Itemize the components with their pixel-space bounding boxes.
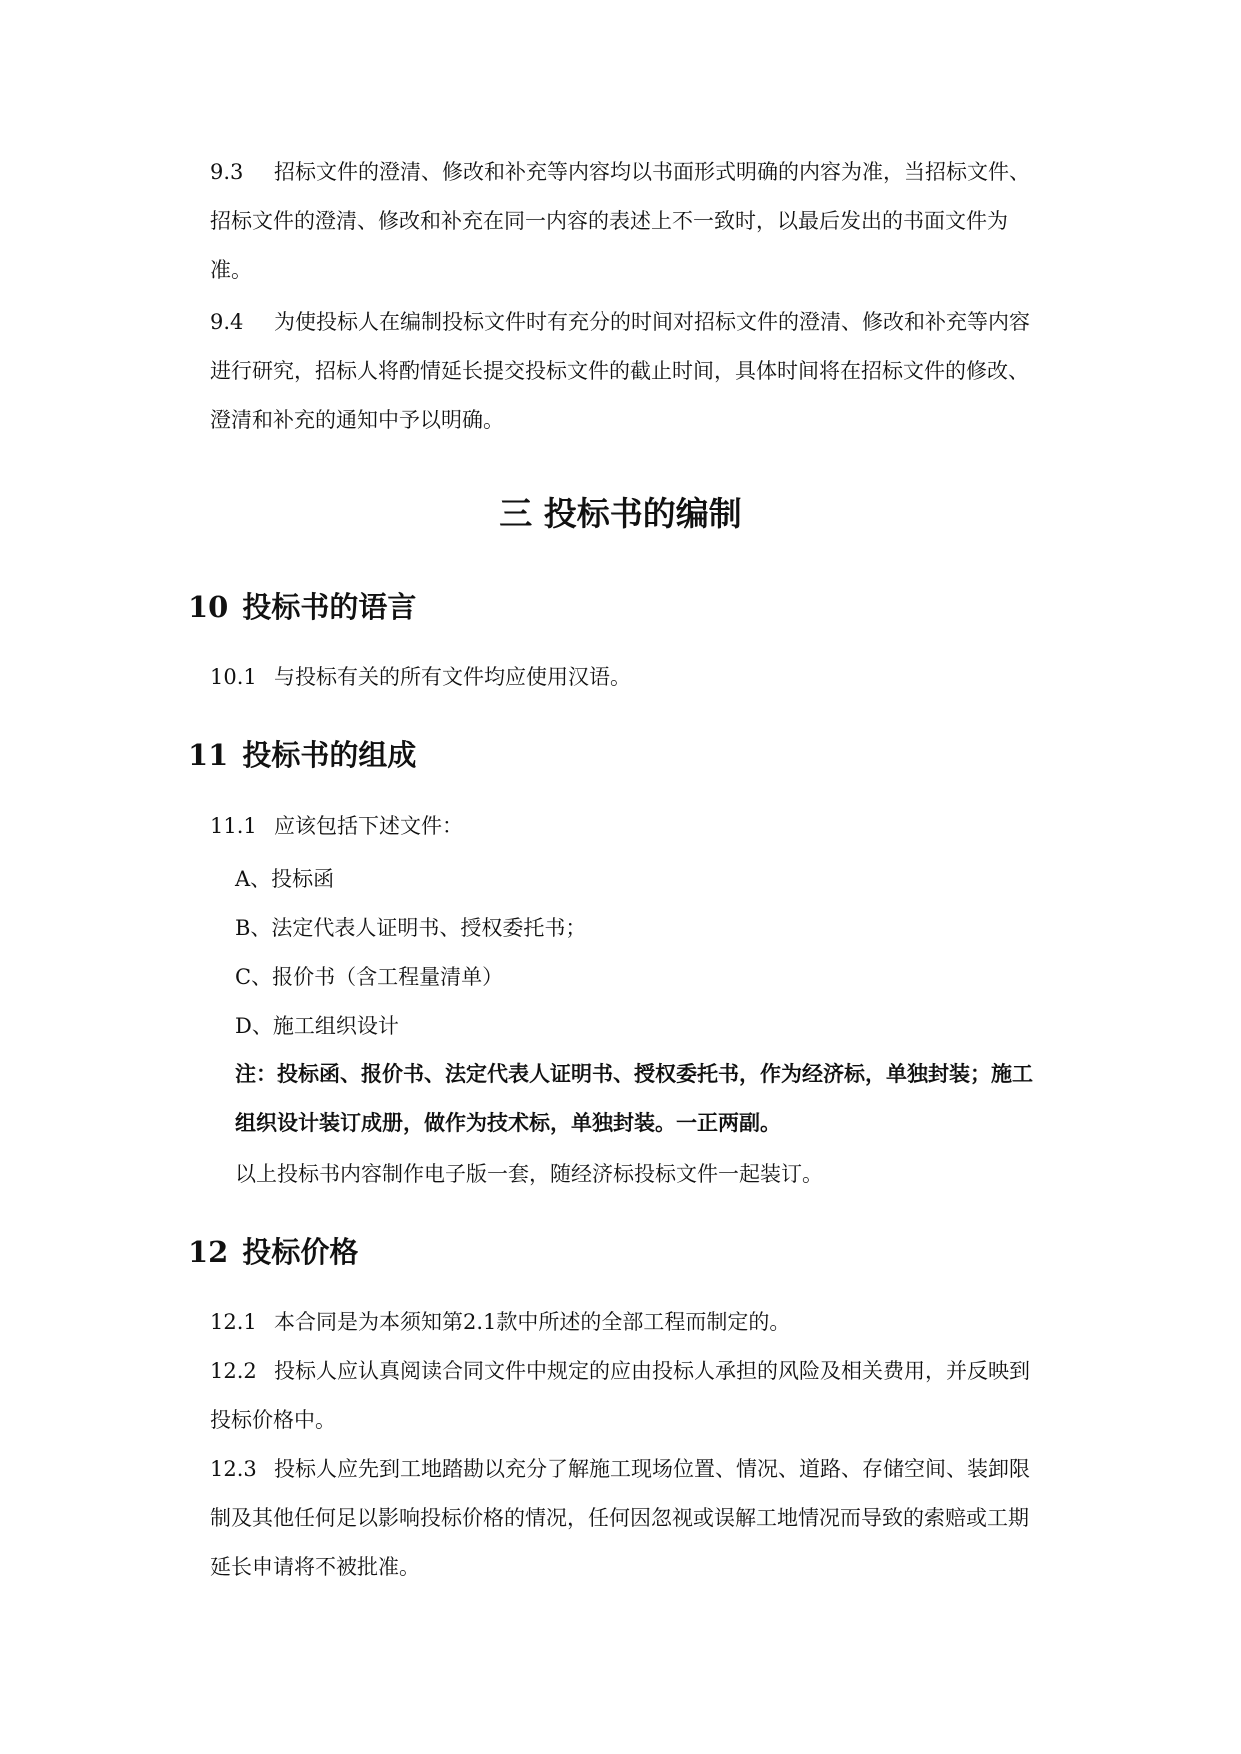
- clause-text: 投标人应先到工地踏勘以充分了解施工现场位置、情况、道路、存储空间、装卸限制及其他任何足以影响投标价格的情况，任何因忽视或误解工地情况而导致的索赔或工期延长申请将不被批准。: [210, 1457, 1030, 1579]
- clause-text: 为使投标人在编制投标文件时有充分的时间对招标文件的澄清、修改和补充等内容进行研究，招标人将酌情延长提交投标文件的截止时间，具体时间将在招标文件的修改、澄清和补充的通知中予以明确。: [210, 310, 1030, 432]
- clause-9-4: [210, 298, 1042, 445]
- clause-text: 本合同是为本须知第2.1款中所述的全部工程而制定的。: [274, 1310, 791, 1334]
- clause-text: 投标人应认真阅读合同文件中规定的应由投标人承担的风险及相关费用，并反映到投标价格中。: [210, 1359, 1030, 1432]
- section-heading-10: [188, 585, 416, 626]
- clause-10-1: [210, 653, 1042, 702]
- section-title: 投标书的组成: [242, 738, 417, 772]
- section-title: 投标书的语言: [242, 590, 417, 624]
- clause-11-1: [210, 802, 1042, 851]
- clause-number: 9.4: [210, 310, 244, 334]
- clause-text: 与投标有关的所有文件均应使用汉语。: [274, 665, 631, 689]
- clause-number: 10.1: [210, 665, 257, 689]
- section-heading-12: [188, 1230, 358, 1271]
- clause-text: 应该包括下述文件：: [274, 814, 463, 838]
- list-item-b: B、法定代表人证明书、授权委托书；: [235, 916, 587, 940]
- section-title: 投标价格: [242, 1235, 359, 1269]
- list-item-c: C、报价书（含工程量清单）: [235, 965, 504, 989]
- section-number: 10: [188, 590, 229, 624]
- list-item-a: A、投标函: [235, 867, 335, 891]
- section-heading-11: [188, 733, 416, 774]
- clause-text: 招标文件的澄清、修改和补充等内容均以书面形式明确的内容为准，当招标文件、招标文件的澄清、修改和补充在同一内容的表述上不一致时，以最后发出的书面文件为准。: [210, 160, 1030, 282]
- list-item-d: D、施工组织设计: [235, 1014, 399, 1038]
- section-number: 12: [188, 1235, 229, 1269]
- clause-number: 12.1: [210, 1310, 257, 1334]
- clause-number: 12.2: [210, 1359, 257, 1383]
- clause-number: 11.1: [210, 814, 257, 838]
- clause-9-3: [210, 148, 1042, 295]
- clause-number: 9.3: [210, 160, 244, 184]
- clause-12-3: [210, 1445, 1042, 1592]
- clause-number: 12.3: [210, 1457, 257, 1481]
- clause-12-1: [210, 1298, 1042, 1347]
- electronic-copy-note: 以上投标书内容制作电子版一套，随经济标投标文件一起装订。: [235, 1162, 823, 1186]
- clause-12-2: [210, 1347, 1042, 1445]
- packaging-note: 注：投标函、报价书、法定代表人证明书、授权委托书，作为经济标，单独封装；施工组织设计装订成册，做作为技术标，单独封装。一正两副。: [235, 1062, 1033, 1135]
- chapter-title: 三 投标书的编制: [499, 494, 742, 533]
- section-number: 11: [188, 738, 229, 772]
